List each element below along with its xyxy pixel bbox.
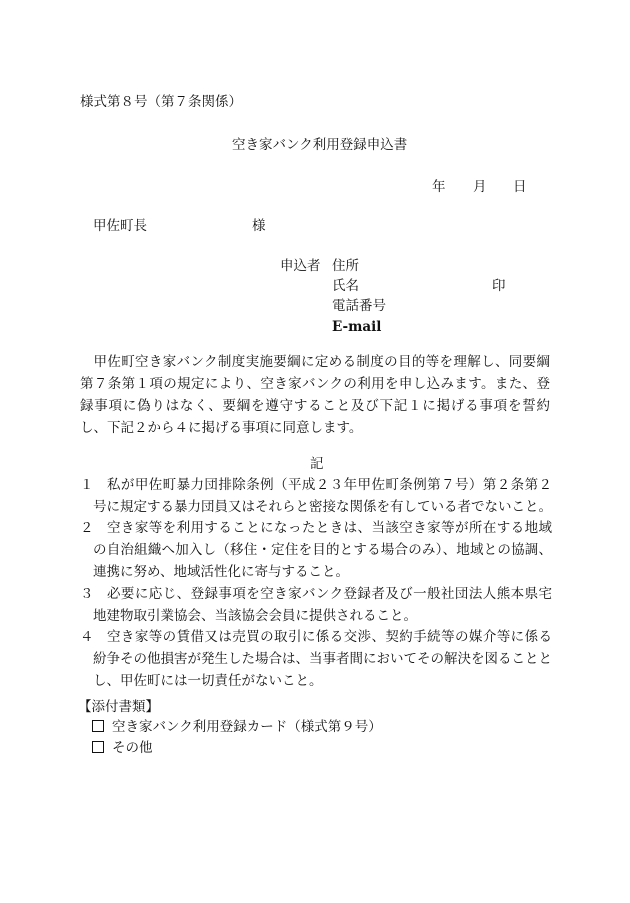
attachment-item (92, 738, 153, 758)
applicant-name-label: 氏名 (332, 278, 359, 294)
document-title: 空き家バンク利用登録申込書 (232, 137, 408, 153)
item-text: 私が甲佐町暴力団排除条例（平成２３年甲佐町条例第７号）第２条第２号に規定する暴力団員又はそれらと密接な関係を有している者でないこと。 (93, 477, 552, 515)
item-number: ４ (80, 629, 94, 645)
applicant-email-label: E-mail (332, 319, 382, 335)
date-day: 日 (513, 179, 527, 195)
attachment-label: その他 (112, 740, 153, 756)
addressee-honorific: 様 (252, 218, 266, 234)
applicant-address-label: 住所 (332, 258, 359, 274)
addressee-name: 甲佐町長 (93, 218, 147, 234)
form-number: 様式第８号（第７条関係） (80, 94, 242, 110)
list-item (80, 626, 552, 692)
note-heading: 記 (310, 456, 324, 472)
attachment-label: 空き家バンク利用登録カード（様式第９号） (112, 719, 382, 735)
list-item (80, 474, 552, 518)
item-number: ３ (80, 586, 94, 602)
applicant-label: 申込者 (280, 258, 321, 274)
item-text: 空き家等の賃借又は売買の取引に係る交渉、契約手続等の媒介等に係る紛争その他損害が発生した場合は、当事者間においてその解決を図ることとし、甲佐町には一切責任がないこと。 (93, 629, 552, 689)
list-item (80, 583, 552, 627)
date-year: 年 (432, 179, 446, 195)
seal-mark: 印 (492, 278, 506, 294)
attachment-item (92, 717, 382, 737)
body-paragraph: 甲佐町空き家バンク制度実施要綱に定める制度の目的等を理解し、同要綱第７条第１項の規定により、空き家バンクの利用を申し込みます。また、登録事項に偽りはなく、要綱を遵守すること及び下記１に掲げる事項を誓約し、下記２から４に掲げる事項に同意します。 (80, 354, 550, 436)
checkbox[interactable] (92, 741, 104, 753)
item-number: ２ (80, 520, 94, 536)
item-text: 空き家等を利用することになったときは、当該空き家等が所在する地域の自治組織へ加入し（移住・定住を目的とする場合のみ）、地域との協調、連携に努め、地域活性化に寄与すること。 (93, 520, 552, 580)
checkbox[interactable] (92, 720, 104, 732)
list-item (80, 517, 552, 583)
date-month: 月 (473, 179, 487, 195)
item-number: １ (80, 477, 94, 493)
attachments-heading: 【添付書類】 (78, 699, 159, 715)
applicant-phone-label: 電話番号 (332, 298, 386, 314)
item-text: 必要に応じ、登録事項を空き家バンク登録者及び一般社団法人熊本県宅地建物取引業協会、当該協会会員に提供されること。 (93, 586, 552, 624)
